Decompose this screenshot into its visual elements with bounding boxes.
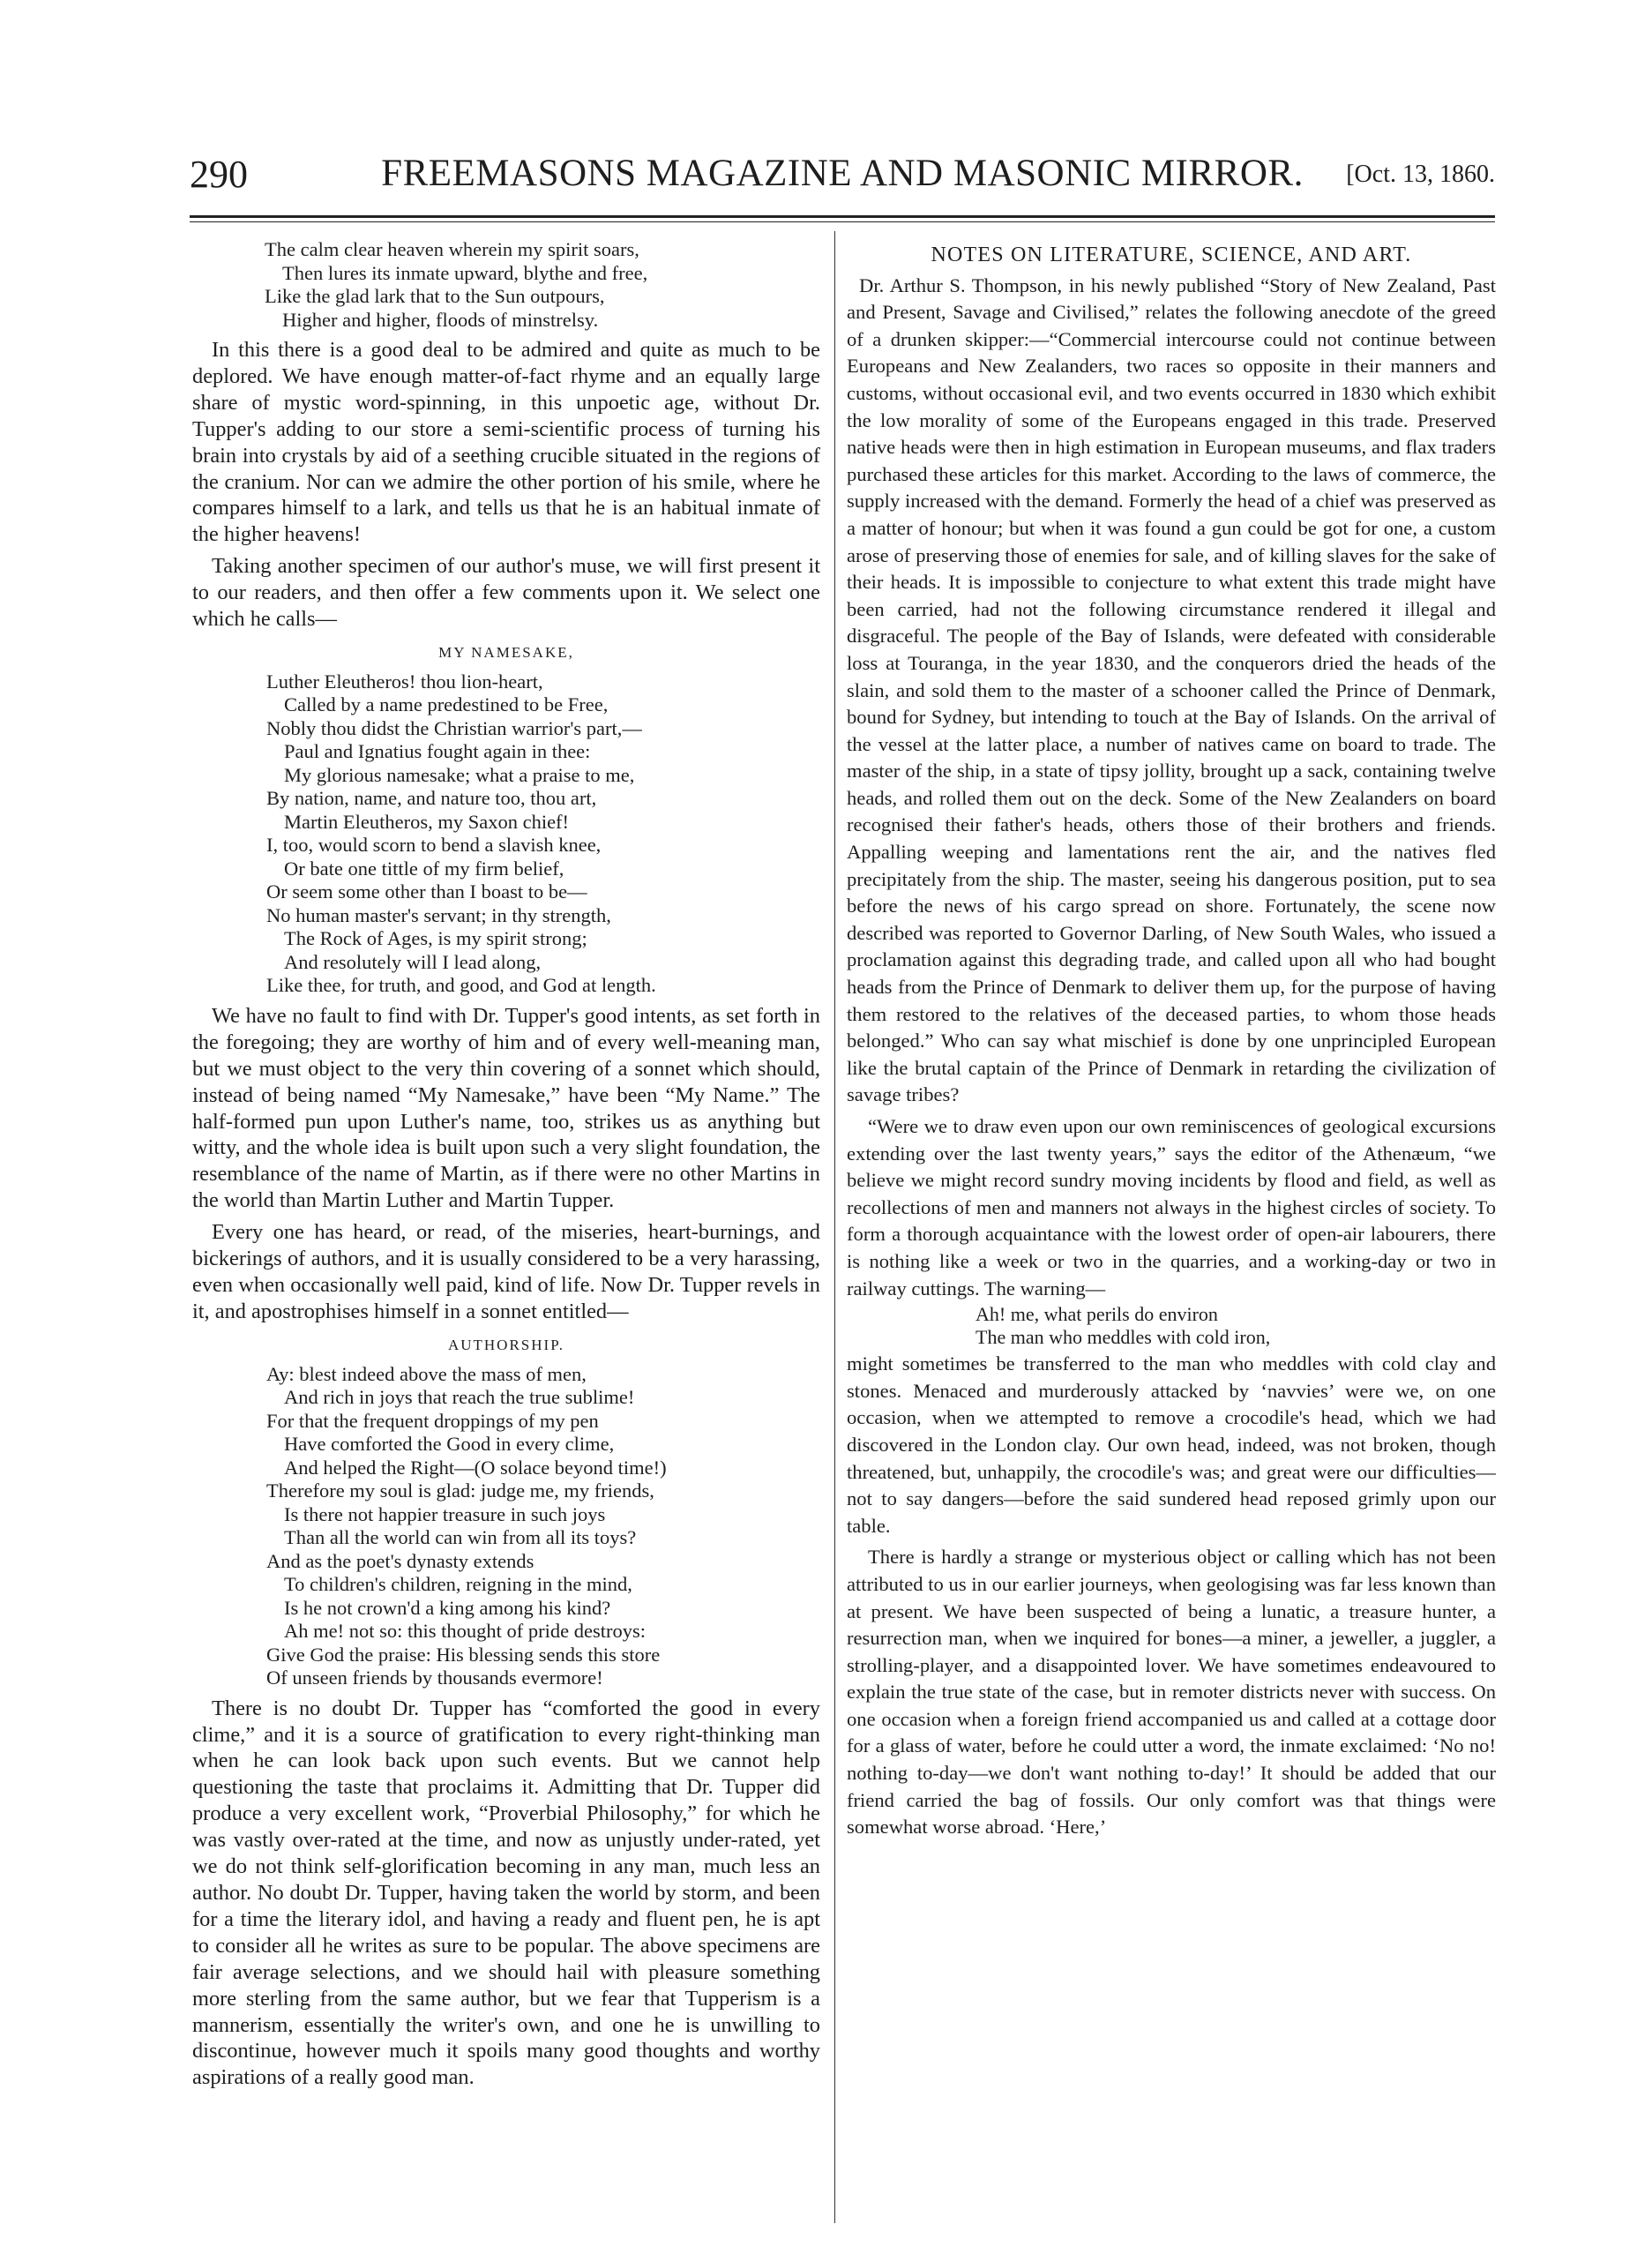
paragraph: Dr. Arthur S. Thompson, in his newly published “Story of New Zealand, Past and Present, Savage and Civilised,” relates the following anecdote of the greed of a drunken skipper:—“Commercial intercourse could not continue between Europeans and New Zealanders, two races so opposite in their manners and customs, without occasional evil, and two events occurred in 1830 which exhibit the low morality of some of the Europeans engaged in this trade. Preserved native heads were then in high estimation in European museums, and flax traders purchased these articles for this market. According to the laws of commerce, the supply increased with the demand. Formerly the head of a chief was preserved as a matter of honour; but when it was found a gun could be got for one, a custom arose of preserving those of enemies for sale, and of killing slaves for the sake of their heads. It is impossible to conjecture to what extent this trade might have been carried, had not the following circumstance rendered it illegal and disgraceful. The people of the Bay of Islands, were defeated with considerable loss at Touranga, in the year 1830, and the conquerors dried the heads of the slain, and sold them to the master of a schooner called the Prince of Denmark, bound for Sydney, but intending to touch at the Bay of Islands. On the arrival of the vessel at the latter place, a number of natives came on board to trade. The master of the ship, in a state of tipsy jollity, brought up a sack, containing twelve heads, and rolled them out on the deck. Some of the New Zealanders on board recognised their father's heads, others those of their brothers and friends. Appalling weeping and lamentations rent the air, and the natives fled precipitately from the ship. The master, seeing his dangerous position, put to sea before the news of his cargo spread on shore. Fortunately, the scene now described was reported to Governor Darling, of New South Wales, who issued a proclamation against this degrading trade, and called upon all who had bought heads from the Prince of Denmark to deliver them up, for the purpose of having them restored to the relatives of the deceased parties, to whom those heads belonged.” Who can say what mischief is done by one unprincipled European like the brutal captain of the Prince of Denmark in retarding the civilization of savage tribes?: [847, 273, 1496, 1106]
verse-line: No human master's servant; in thy strength,: [266, 903, 611, 926]
quoted-couplet: [847, 1303, 1496, 1349]
verse-line: Called by a name predestined to be Free,: [284, 693, 609, 716]
verse-line: The calm clear heaven wherein my spirit soars,: [265, 238, 639, 260]
verse-line: And helped the Right—(O solace beyond time!): [284, 1456, 667, 1479]
verse-line: Than all the world can win from all its toys?: [284, 1526, 637, 1549]
sonnet-authorship: [192, 1363, 820, 1690]
verse-line: Give God the praise: His blessing sends this store: [266, 1643, 661, 1666]
masthead-title: FREEMASONS MAGAZINE AND MASONIC MIRROR.: [381, 153, 1304, 194]
left-column: [192, 238, 820, 2241]
intro-verse: [192, 238, 820, 332]
verse-line: Or seem some other than I boast to be—: [266, 880, 587, 903]
right-column: [847, 238, 1496, 2241]
verse-line: For that the frequent droppings of my pen: [266, 1409, 599, 1432]
paragraph: might sometimes be transferred to the man who meddles with cold clay and stones. Menaced and murderously attacked by ‘navvies’ were we, on one occasion, when we attempted to remove a crocodile's head, which we had discovered in the London clay. Our own head, indeed, was not broken, though threatened, but, unhappily, the crocodile's was; and great were our difficulties—not to say dangers—before the said sundered head reposed grimly upon our table.: [847, 1352, 1496, 1537]
header-rule-thick: [190, 215, 1495, 218]
verse-line: Or bate one tittle of my firm belief,: [284, 857, 564, 880]
verse-line: Luther Eleutheros! thou lion-heart,: [266, 670, 543, 693]
sonnet-title-authorship: AUTHORSHIP.: [447, 1336, 565, 1353]
paragraph: There is hardly a strange or mysterious object or calling which has not been attributed to us in our earlier journeys, when geologising was far less known than at present. We have been suspected of being a lunatic, a treasure hunter, a resurrection man, when we inquired for bones—a miner, a jeweller, a juggler, a strolling-player, and a disappointed lover. We have sometimes endeavoured to explain the true state of the case, but in remoter districts never with success. On one occasion when a foreign friend accompanied us and called at a cottage door for a glass of water, before he could utter a word, the inmate exclaimed: ‘No no! nothing to-day—we don't want nothing to-day!’ It should be added that our friend carried the bag of fossils. Our only comfort was that things were somewhat worse abroad. ‘Here,’: [847, 1546, 1496, 1839]
verse-line: Ah me! not so: this thought of pride destroys:: [284, 1620, 646, 1643]
verse-line: My glorious namesake; what a praise to me,: [284, 763, 635, 786]
verse-line: Is there not happier treasure in such joys: [284, 1502, 606, 1525]
verse-line: Like thee, for truth, and good, and God at length.: [266, 974, 656, 997]
couplet-line: The man who meddles with cold iron,: [976, 1326, 1271, 1349]
verse-line: Nobly thou didst the Christian warrior's part,—: [266, 716, 642, 739]
verse-line: Ay: blest indeed above the mass of men,: [266, 1362, 587, 1385]
sonnet-my-namesake: [192, 670, 820, 998]
sonnet-title-my-namesake: MY NAMESAKE,: [438, 643, 574, 661]
section-title: NOTES ON LITERATURE, SCIENCE, AND ART.: [931, 243, 1412, 266]
verse-line: To children's children, reigning in the mind,: [284, 1573, 632, 1596]
verse-line: And resolutely will I lead along,: [284, 950, 542, 973]
paragraph: There is no doubt Dr. Tupper has “comforted the good in every clime,” and it is a source of gratification to every right-thinking man when he can look back upon such events. But we cannot help questioning the taste that proclaims it. Admitting that Dr. Tupper did produce a very excellent work, “Proverbial Philosophy,” for which he was vastly over-rated at the time, and now as unjustly under-rated, yet we do not think self-glorification becoming in any man, much less an author. No doubt Dr. Tupper, having taken the world by storm, and been for a time the literary idol, and having a ready and fluent pen, he is apt to consider all he writes as sure to be popular. The above specimens are fair average selections, and we should hail with pleasure something more sterling from the same author, but we fear that Tupperism is a mannerism, essentially the writer's own, and one he is unwilling to discontinue, however much it spoils many good thoughts and worthy aspirations of a really good man.: [192, 1696, 820, 2090]
column-divider: [834, 231, 835, 2223]
paragraph: Taking another specimen of our author's muse, we will first present it to our readers, and then offer a few comments upon it. We select one which he calls—: [192, 554, 820, 632]
paragraph: Every one has heard, or read, of the miseries, heart-burnings, and bickerings of authors, and it is usually considered to be a very harassing, even when occasionally well paid, kind of life. Now Dr. Tupper revels in it, and apostrophises himself in a sonnet entitled—: [192, 1220, 820, 1323]
verse-line: Of unseen friends by thousands evermore!: [266, 1667, 603, 1689]
page-header: [190, 148, 1495, 219]
page-number: 290: [190, 153, 248, 196]
couplet-line: Ah! me, what perils do environ: [976, 1303, 1218, 1326]
verse-line: Paul and Ignatius fought again in thee:: [284, 740, 591, 763]
verse-line: The Rock of Ages, is my spirit strong;: [284, 927, 587, 950]
verse-line: Higher and higher, floods of minstrelsy.: [282, 308, 599, 331]
verse-line: Then lures its inmate upward, blythe and free,: [282, 261, 648, 284]
verse-line: Therefore my soul is glad: judge me, my friends,: [266, 1479, 654, 1502]
verse-line: And rich in joys that reach the true sublime!: [284, 1386, 635, 1409]
paragraph: “Were we to draw even upon our own reminiscences of geological excursions extending over the last twenty years,” says the editor of the Athenæum, “we believe we might record sundry moving incidents by flood and field, as well as recollections of men and manners not always in the highest circles of society. To form a thorough acquaintance with the lowest order of open-air labourers, there is nothing like a week or two in the quarries, and a working-day or two in railway cuttings. The warning—: [847, 1115, 1496, 1300]
verse-line: Have comforted the Good in every clime,: [284, 1433, 615, 1456]
verse-line: And as the poet's dynasty extends: [266, 1549, 534, 1572]
verse-line: Martin Eleutheros, my Saxon chief!: [284, 810, 570, 833]
verse-line: By nation, name, and nature too, thou art,: [266, 787, 597, 810]
verse-line: Is he not crown'd a king among his kind?: [284, 1596, 611, 1619]
paragraph: We have no fault to find with Dr. Tupper's good intents, as set forth in the foregoing; they are worthy of him and of every well-meaning man, but we must object to the very thin covering of a sonnet which should, instead of being named “My Namesake,” have been “My Name.” The half-formed pun upon Luther's name, too, strikes us as anything but witty, and the whole idea is built upon such a very slight foundation, the resemblance of the name of Martin, as if there were no other Martins in the world than Martin Luther and Martin Tupper.: [192, 1003, 820, 1213]
verse-line: I, too, would scorn to bend a slavish knee,: [266, 834, 602, 857]
header-rule-thin: [190, 221, 1495, 222]
paragraph: In this there is a good deal to be admired and quite as much to be deplored. We have enough matter-of-fact rhyme and an equally large share of mystic word-spinning, in this unpoetic age, without Dr. Tupper's adding to our store a semi-scientific process of turning his brain into crystals by aid of a seething crucible situated in the regions of the cranium. Nor can we admire the other portion of his smile, where he compares himself to a lark, and tells us that he is an habitual inmate of the higher heavens!: [192, 338, 820, 547]
issue-date: [Oct. 13, 1860.: [1346, 161, 1495, 188]
verse-line: Like the glad lark that to the Sun outpours,: [265, 285, 605, 307]
